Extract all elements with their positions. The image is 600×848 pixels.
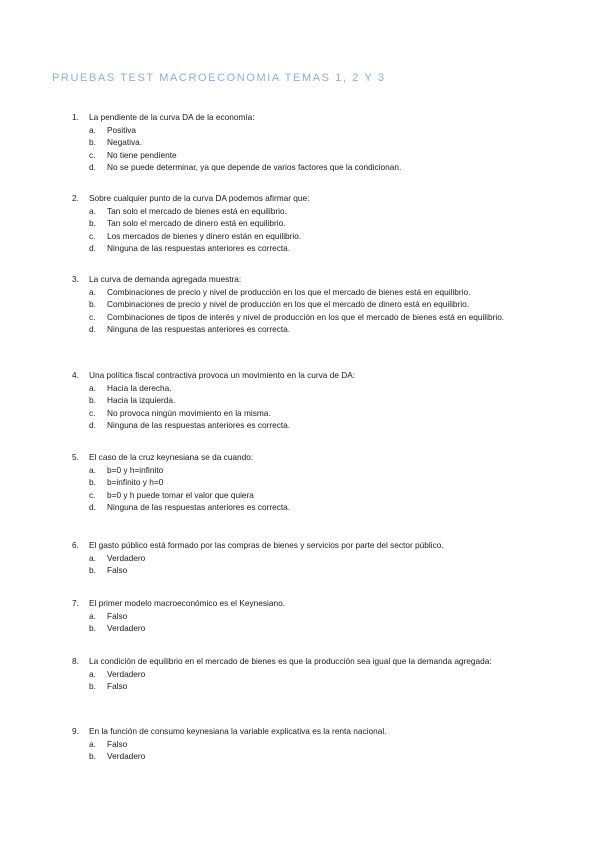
question-number: 8. [72,656,79,666]
option-text: Tan solo el mercado de dinero está en equilibrio. [107,218,286,229]
option-text: Tan solo el mercado de bienes está en equilibrio. [107,205,287,216]
question-4 [0,369,600,432]
option-letter: c. [89,149,96,160]
option-letter: d. [89,162,96,173]
question-2 [0,192,600,255]
option-letter: c. [89,407,96,418]
option-text: Verdadero [107,623,146,634]
question-number: 2. [72,193,79,203]
option-letter: a. [89,464,96,475]
option-letter: a. [89,552,96,563]
option-letter: d. [89,324,96,335]
option-text: Positiva [107,124,137,135]
option-letter: a. [89,205,96,216]
question-9 [0,725,600,763]
question-text: La condición de equilibrio en el mercado de bienes es que la producción sea igual que la demanda agregada: [89,656,492,666]
option-letter: d. [89,243,96,254]
question-number: 4. [72,370,79,380]
question-6 [0,539,600,577]
option-letter: a. [89,382,96,393]
question-5 [0,451,600,514]
option-letter: b. [89,395,96,406]
option-text: Falso [107,738,128,749]
question-3 [0,273,600,336]
option-letter: b. [89,299,96,310]
option-letter: b. [89,477,96,488]
option-text: Combinaciones de precio y nivel de producción en los que el mercado de dinero está en equilibrio. [107,299,470,310]
option-letter: d. [89,502,96,513]
question-text: La curva de demanda agregada muestra: [89,274,242,284]
option-letter: c. [89,489,96,500]
option-text: No tiene pendiente [107,149,177,160]
question-text: El primer modelo macroeconómico es el Keynesiano. [89,598,285,608]
option-letter: d. [89,420,96,431]
option-text: b=0 y h puede tomar el valor que quiera [107,489,254,500]
option-letter: a. [89,668,96,679]
option-text: Verdadero [107,751,146,762]
option-text: Verdadero [107,668,146,679]
option-letter: b. [89,218,96,229]
option-letter: b. [89,623,96,634]
option-text: Los mercados de bienes y dinero están en equilibrio. [107,230,302,241]
question-number: 7. [72,598,79,608]
option-text: Hacia la izquierda. [107,395,176,406]
option-letter: b. [89,565,96,576]
option-letter: a. [89,124,96,135]
question-text: El caso de la cruz keynesiana se da cuando: [89,452,254,462]
question-1 [0,111,600,174]
question-text: En la función de consumo keynesiana la variable explicativa es la renta nacional. [89,726,387,736]
question-7 [0,597,600,635]
option-letter: a. [89,286,96,297]
option-text: Ninguna de las respuestas anteriores es correcta. [107,243,291,254]
option-text: Ninguna de las respuestas anteriores es correcta. [107,502,291,513]
option-text: b=0 y h=infinito [107,464,164,475]
option-letter: a. [89,610,96,621]
option-text: Falso [107,565,128,576]
option-text: No provoca ningún movimiento en la misma. [107,407,271,418]
question-text: La pendiente de la curva DA de la economía: [89,112,255,122]
option-letter: c. [89,230,96,241]
option-letter: b. [89,751,96,762]
option-text: Falso [107,681,128,692]
question-text: El gasto público está formado por las compras de bienes y servicios por parte del sector público. [89,540,444,550]
option-text: Combinaciones de precio y nivel de producción en los que el mercado de bienes está en equilibrio. [107,286,471,297]
option-text: Negativa. [107,137,143,148]
question-number: 5. [72,452,79,462]
option-text: Verdadero [107,552,146,563]
option-text: Hacia la derecha. [107,382,172,393]
question-number: 3. [72,274,79,284]
option-letter: a. [89,738,96,749]
question-8 [0,655,600,693]
option-letter: c. [89,311,96,322]
question-number: 6. [72,540,79,550]
question-number: 9. [72,726,79,736]
option-text: Ninguna de las respuestas anteriores es correcta. [107,420,291,431]
option-text: Falso [107,610,128,621]
question-text: Una política fiscal contractiva provoca un movimiento en la curva de DA: [89,370,356,380]
question-text: Sobre cualquier punto de la curva DA podemos afirmar que: [89,193,310,203]
option-text: b=infinito y h=0 [107,477,164,488]
option-text: Combinaciones de tipos de interés y nivel de producción en los que el mercado de bienes está en equilibrio. [107,311,505,322]
page-title: PRUEBAS TEST MACROECONOMIA TEMAS 1, 2 Y 3 [52,72,386,84]
option-letter: b. [89,681,96,692]
option-text: Ninguna de las respuestas anteriores es correcta. [107,324,291,335]
question-number: 1. [72,112,79,122]
option-letter: b. [89,137,96,148]
option-text: No se puede determinar, ya que depende de varios factores que la condicionan. [107,162,402,173]
